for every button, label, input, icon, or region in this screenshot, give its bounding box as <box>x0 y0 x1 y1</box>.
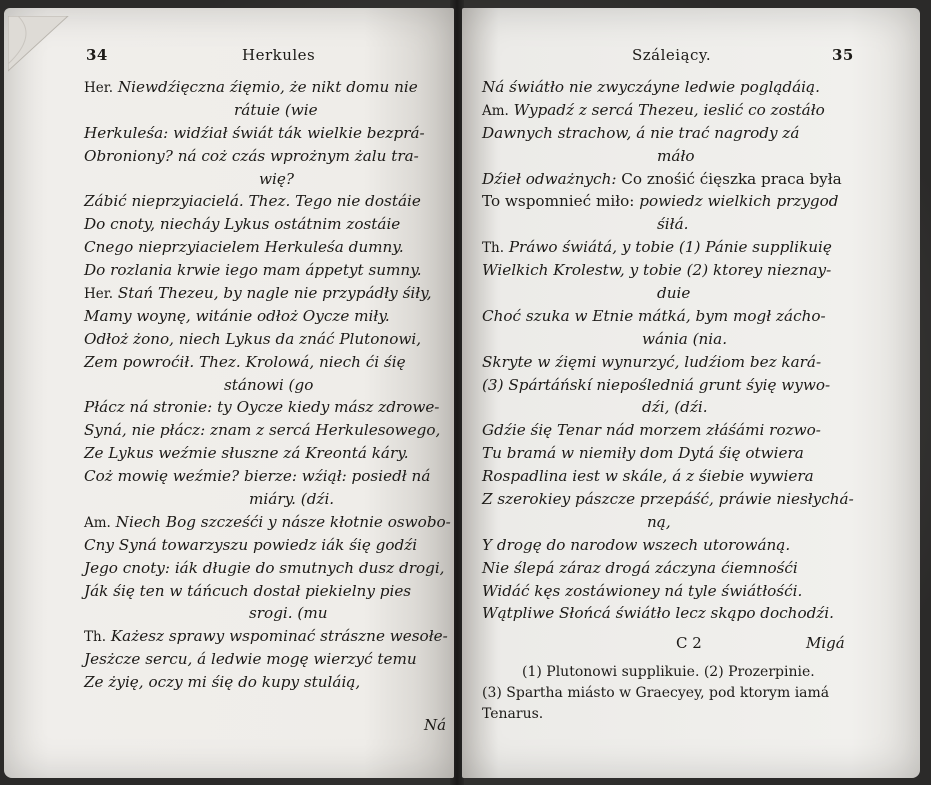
text-line <box>84 190 452 213</box>
text-line <box>482 76 858 99</box>
text-line <box>84 259 452 282</box>
verse-text: Nie ślepá záraz drogá záczyna ćiemnośći <box>482 558 798 577</box>
verse-text: Práwo świátá, y tobie (1) Pánie supplikuię <box>508 238 832 257</box>
verse-text: Ná świátło nie zwyczáyne ledwie poglądáią. <box>482 78 820 96</box>
verse-text: (3) Spártáńskí niepośledniá grunt śyię wywo- <box>482 375 831 394</box>
text-line <box>482 419 858 442</box>
left-page <box>4 8 454 778</box>
text-line <box>482 99 858 122</box>
text-line <box>84 488 452 511</box>
verse-text: Płácz ná stronie: ty Oycze kiedy mász zdrowe- <box>84 398 440 417</box>
verse-text: Stań Thezeu, by nagle nie przypádły śiły, <box>117 284 432 303</box>
verse-text: Niewdźięczna źięmio, że nikt domu nie <box>117 78 418 96</box>
footnotes <box>482 662 862 725</box>
roman-text: To wspomnieć miło: <box>482 192 635 211</box>
verse-text: ną, <box>647 512 671 531</box>
speaker-label: Am. <box>84 514 111 531</box>
verse-text: Syná, nie płácz: znam z sercá Herkulesowego, <box>84 421 441 440</box>
text-line <box>84 374 452 397</box>
verse-text: Wypadź z sercá Thezeu, ieslić co zostáło <box>513 100 825 119</box>
verse-text: Wielkich Krolestw, y tobie (2) ktorey nieznay- <box>482 261 832 280</box>
text-line <box>482 168 858 191</box>
verse-text: dźi, (dźi. <box>642 398 708 417</box>
text-line <box>84 396 452 419</box>
left-catchword: Ná <box>424 716 447 734</box>
verse-text: Coż mowię weźmie? bierze: wźiął: posiedł ná <box>84 467 431 486</box>
text-line <box>84 236 452 259</box>
text-line <box>84 671 452 694</box>
page-corner-fold <box>8 16 78 86</box>
verse-text: wánia (nia. <box>642 329 728 348</box>
roman-text: Co znośić ćięszka praca była <box>616 169 842 188</box>
text-line <box>482 442 858 465</box>
speaker-label: Th. <box>84 629 106 646</box>
text-line <box>84 99 452 122</box>
text-line <box>482 122 858 145</box>
text-line <box>84 580 452 603</box>
verse-text: máło <box>657 146 695 165</box>
signature-mark: C 2 <box>676 634 702 652</box>
verse-text: Mamy woynę, witánie odłoż Oycze miły. <box>84 306 390 325</box>
left-text-block <box>84 76 452 694</box>
verse-text: Widáć kęs zostáwioney ná tyle świátłośći. <box>482 581 803 600</box>
text-line <box>482 236 858 259</box>
footnote-line: Tenarus. <box>482 706 544 722</box>
text-line <box>84 145 452 168</box>
verse-text: Dawnych strachow, á nie trać nagrody zá <box>482 123 800 142</box>
footnote-line: (1) Plutonowi supplikuie. (2) Prozerpinie. <box>522 664 815 680</box>
text-line <box>84 305 452 328</box>
verse-text: Y drogę do narodow wszech utorowáną. <box>482 535 791 554</box>
text-line <box>482 190 858 213</box>
verse-text: srogi. (mu <box>249 604 328 623</box>
footnote-line: (3) Spartha miásto w Graecyey, pod ktorym iamá <box>482 685 830 701</box>
text-line <box>482 213 858 236</box>
text-line <box>84 168 452 191</box>
verse-text: miáry. (dźi. <box>249 490 335 509</box>
verse-text: Jesżcze sercu, á ledwie mogę wierzyć temu <box>84 650 417 669</box>
verse-text: Ze żyię, oczy mi śię do kupy stuláią, <box>84 673 361 692</box>
text-line <box>84 213 452 236</box>
verse-text: Zem powroćił. Thez. Krolowá, niech ći śię <box>84 352 406 371</box>
text-line <box>84 648 452 671</box>
right-page <box>462 8 920 778</box>
text-line <box>482 351 858 374</box>
verse-text: Ze Lykus weźmie słuszne zá Kreontá káry. <box>84 444 409 463</box>
text-line <box>84 76 452 99</box>
text-line <box>84 557 452 580</box>
text-line <box>84 465 452 488</box>
speaker-label: Her. <box>84 286 114 303</box>
verse-text: duie <box>657 284 691 303</box>
text-line <box>84 122 452 145</box>
verse-text: Obroniony? ná coż czás wprożnym żalu tra- <box>84 146 419 165</box>
text-line <box>84 625 452 648</box>
text-line <box>482 305 858 328</box>
verse-text: Z szerokiey pászcze przepáść, práwie niesłychá- <box>482 490 854 509</box>
verse-text: Choć szuka w Etnie mátká, bym mogł zácho- <box>482 306 826 325</box>
text-line <box>482 396 858 419</box>
verse-text: powiedz wielkich przygod <box>634 192 839 211</box>
verse-text: Do rozlania krwie iego mam áppetyt sumny. <box>84 261 422 280</box>
text-line <box>84 419 452 442</box>
verse-text: wię? <box>259 169 294 188</box>
text-line <box>482 534 858 557</box>
text-line <box>84 511 452 534</box>
text-line <box>482 145 858 168</box>
text-line <box>482 511 858 534</box>
right-text-block <box>482 76 858 625</box>
verse-text: rátuie (wie <box>234 100 318 119</box>
text-line <box>482 580 858 603</box>
verse-text: Każesz sprawy wspominać strászne wesołe- <box>110 627 448 646</box>
verse-text: Rospadlina iest w skále, á z śiebie wywiera <box>482 467 814 486</box>
right-catchword: Migá <box>806 634 845 652</box>
verse-text: Dźieł odważnych: <box>482 169 617 188</box>
text-line <box>84 602 452 625</box>
text-line <box>482 374 858 397</box>
text-line <box>84 282 452 305</box>
right-running-head: Száleiący. <box>632 46 712 64</box>
left-running-head: Herkules <box>242 46 316 64</box>
verse-text: Cnego nieprzyiacielem Herkuleśa dumny. <box>84 238 404 257</box>
text-line <box>482 602 858 625</box>
text-line <box>482 465 858 488</box>
verse-text: Odłoż żono, niech Lykus da znáć Plutonowi, <box>84 329 422 348</box>
left-page-number: 34 <box>86 46 108 64</box>
text-line <box>482 328 858 351</box>
text-line <box>84 351 452 374</box>
verse-text: Skryte w źięmi wynurzyć, ludźiom bez kará- <box>482 352 822 371</box>
verse-text: Ják śię ten w táńcuch dostał piekielny pies <box>84 581 412 600</box>
verse-text: Wątpliwe Słońcá świátło lecz skąpo dochodźi. <box>482 604 834 623</box>
verse-text: Zábić nieprzyiacielá. Thez. Tego nie dostáie <box>84 192 421 211</box>
text-line <box>84 442 452 465</box>
verse-text: Do cnoty, niecháy Lykus ostátnim zostáie <box>84 215 401 234</box>
text-line <box>482 282 858 305</box>
verse-text: Jego cnoty: iák długie do smutnych dusz drogi, <box>84 558 445 577</box>
verse-text: Cny Syná towarzyszu powiedz iák śię godźi <box>84 535 418 554</box>
speaker-label: Her. <box>84 80 114 96</box>
text-line <box>482 557 858 580</box>
speaker-label: Th. <box>482 240 504 257</box>
verse-text: śiłá. <box>657 215 689 234</box>
speaker-label: Am. <box>482 102 509 119</box>
verse-text: Herkuleśa: widźiał świát ták wielkie bezprá- <box>84 123 425 142</box>
text-line <box>84 328 452 351</box>
right-page-number: 35 <box>832 46 854 64</box>
text-line <box>482 259 858 282</box>
verse-text: Niech Bog szcześći y násze kłotnie oswobo- <box>115 512 451 531</box>
text-line <box>482 488 858 511</box>
verse-text: Tu bramá w niemiły dom Dytá śię otwiera <box>482 444 804 463</box>
verse-text: stánowi (go <box>224 375 314 394</box>
verse-text: Gdźie śię Tenar nád morzem złáśámi rozwo- <box>482 421 821 440</box>
text-line <box>84 534 452 557</box>
